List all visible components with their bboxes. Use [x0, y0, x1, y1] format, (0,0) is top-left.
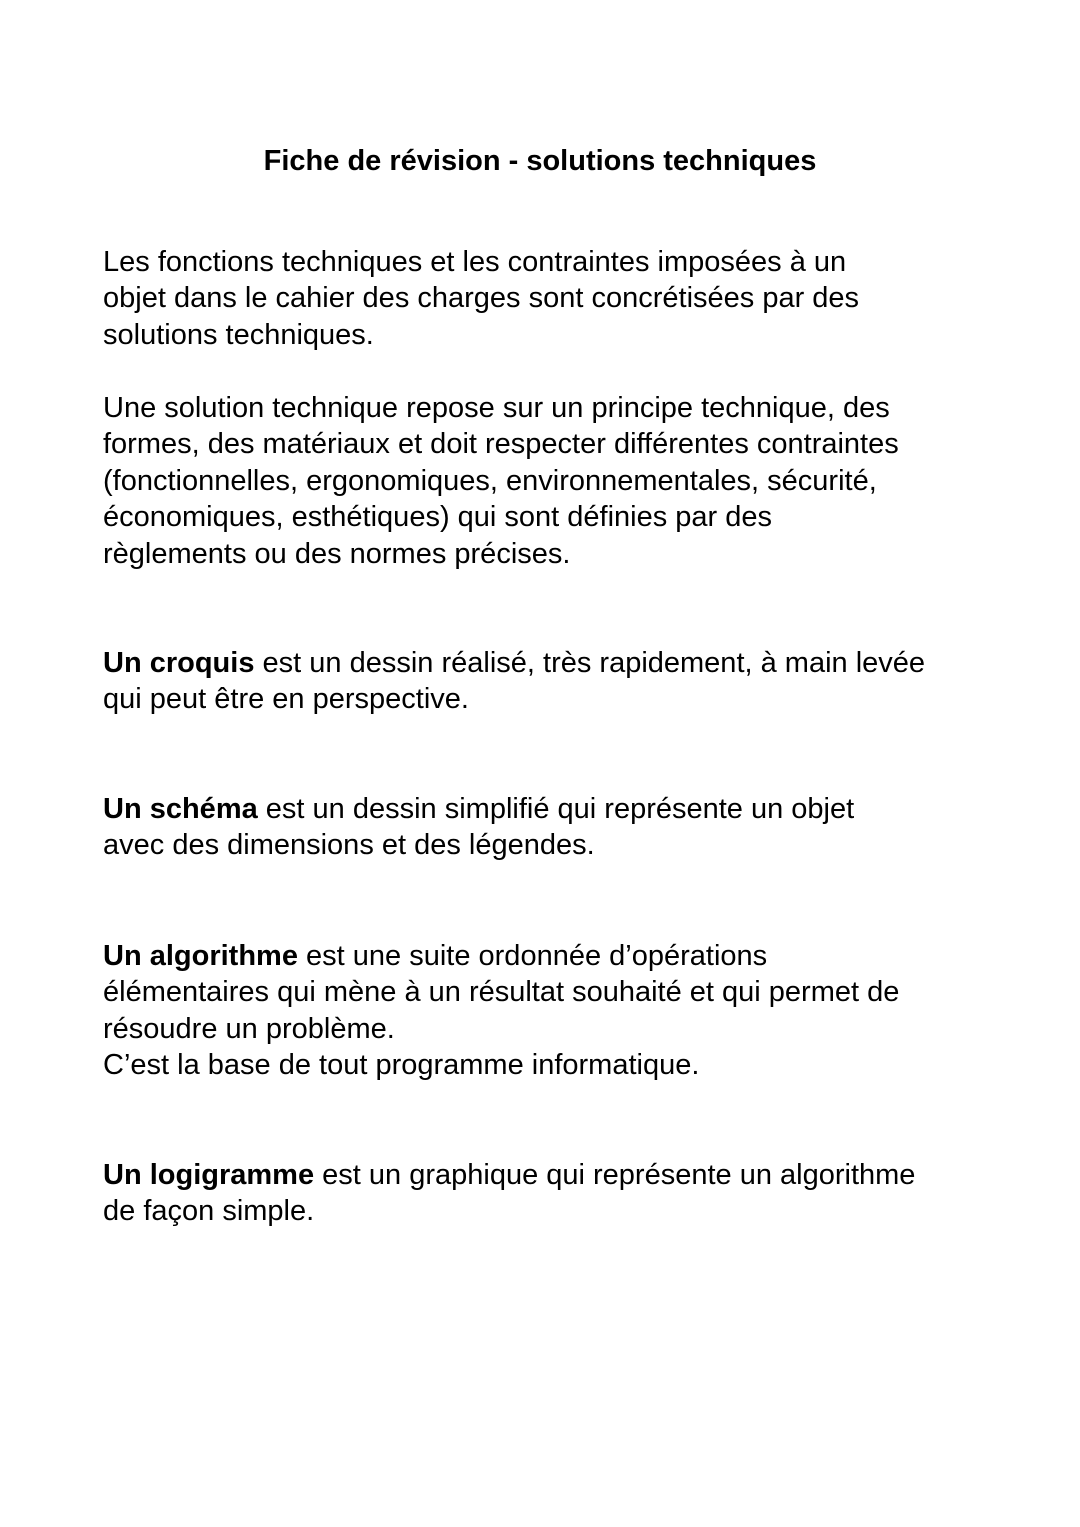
text-line: formes, des matériaux et doit respecter différentes contraintes — [103, 428, 899, 461]
text-line: résoudre un problème. — [103, 1012, 395, 1045]
algorithme-definition — [103, 938, 1003, 1084]
text-line: C’est la base de tout programme informatique. — [103, 1049, 700, 1082]
text-line: solutions techniques. — [103, 318, 374, 351]
croquis-definition — [103, 645, 1003, 718]
text-line: objet dans le cahier des charges sont concrétisées par des — [103, 282, 860, 315]
text-line: avec des dimensions et des légendes. — [103, 829, 595, 862]
schema-text: est un dessin simplifié qui représente un objet — [257, 793, 855, 825]
schema-definition — [103, 791, 1003, 864]
algorithme-text: est une suite ordonnée d’opérations — [297, 940, 768, 972]
text-line: économiques, esthétiques) qui sont définies par des — [103, 501, 773, 534]
text-line: Une solution technique repose sur un principe technique, des — [103, 392, 890, 424]
schema-term: Un schéma — [103, 793, 258, 825]
solution-paragraph — [103, 390, 1003, 572]
logigramme-term: Un logigramme — [103, 1159, 315, 1191]
intro-paragraph — [103, 244, 1003, 353]
text-line: règlements ou des normes précises. — [103, 537, 571, 570]
croquis-text: est un dessin réalisé, très rapidement, à main levée — [254, 647, 926, 679]
text-line: de façon simple. — [103, 1195, 315, 1228]
text-line — [103, 938, 1003, 974]
text-line — [103, 645, 1003, 681]
croquis-term: Un croquis — [103, 647, 255, 679]
logigramme-definition — [103, 1157, 1003, 1230]
logigramme-text: est un graphique qui représente un algorithme — [314, 1159, 916, 1191]
text-line — [103, 791, 1003, 827]
algorithme-term: Un algorithme — [103, 940, 298, 972]
text-line: élémentaires qui mène à un résultat souhaité et qui permet de — [103, 976, 900, 1009]
text-line — [103, 1157, 1003, 1193]
text-line: qui peut être en perspective. — [103, 683, 469, 716]
text-line: Les fonctions techniques et les contraintes imposées à un — [103, 246, 847, 278]
page-title: Fiche de révision - solutions techniques — [263, 145, 817, 177]
text-line: (fonctionnelles, ergonomiques, environnementales, sécurité, — [103, 464, 877, 497]
